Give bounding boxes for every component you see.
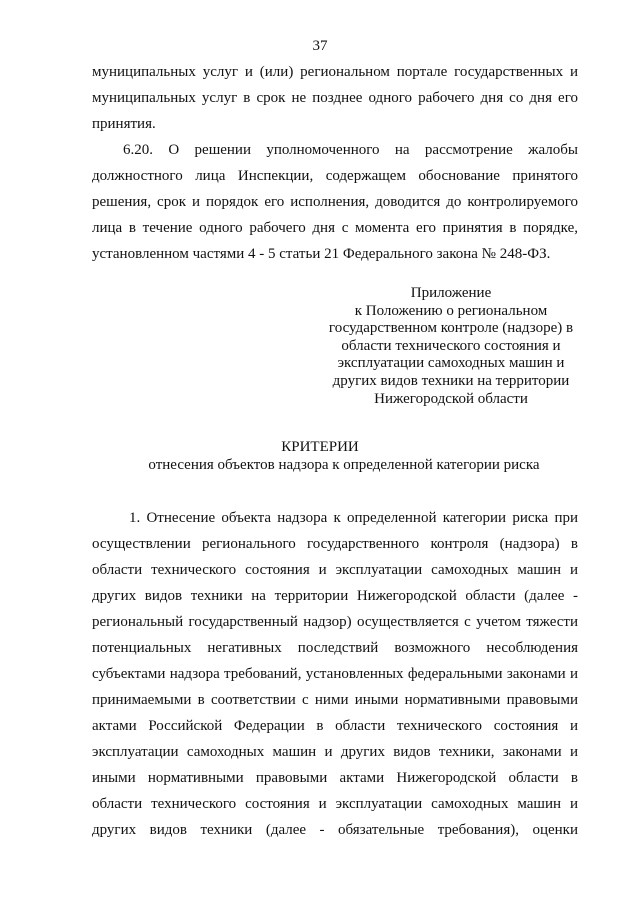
text-line: должностного лица Инспекции, содержащем обоснование принятого bbox=[92, 168, 578, 184]
text-line: эксплуатации самоходных машин и других видов техники, законами и bbox=[92, 744, 578, 760]
text-line: муниципальных услуг в срок не позднее одного рабочего дня со дня его bbox=[92, 90, 578, 106]
text-line: 1. Отнесение объекта надзора к определенной категории риска при bbox=[129, 510, 578, 526]
appendix-line: государственном контроле (надзоре) в bbox=[328, 320, 574, 337]
criteria-title: КРИТЕРИИ bbox=[281, 439, 359, 455]
text-line: региональный государственный надзор) осуществляется с учетом тяжести bbox=[92, 614, 578, 630]
text-line: лица в течение одного рабочего дня с момента его принятия в порядке, bbox=[92, 220, 578, 236]
text-line: решения, срок и порядок его исполнения, доводится до контролируемого bbox=[92, 194, 578, 210]
text-line: субъектами надзора требований, установленных федеральными законами и bbox=[92, 666, 578, 682]
page-number: 37 bbox=[312, 38, 328, 54]
text-line: установленном частями 4 - 5 статьи 21 Федерального закона № 248-ФЗ. bbox=[92, 246, 551, 262]
text-line: муниципальных услуг и (или) региональном портале государственных и bbox=[92, 64, 578, 80]
text-line: области технического состояния и эксплуатации самоходных машин и bbox=[92, 796, 578, 812]
appendix-line: других видов техники на территории bbox=[332, 372, 570, 389]
text-line: 6.20. О решении уполномоченного на рассмотрение жалобы bbox=[123, 142, 578, 158]
text-line: принятия. bbox=[92, 116, 156, 132]
text-line: потенциальных негативных последствий возможного несоблюдения bbox=[92, 640, 578, 656]
text-line: принимаемыми в соответствии с ними иными нормативными правовыми bbox=[92, 692, 578, 708]
text-line: осуществлении регионального государственного контроля (надзора) в bbox=[92, 536, 578, 552]
text-line: иными нормативными правовыми актами Нижегородской области в bbox=[92, 770, 578, 786]
appendix-line: эксплуатации самоходных машин и bbox=[337, 355, 565, 372]
appendix-line: Приложение bbox=[410, 285, 492, 301]
text-line: других видов техники (далее - обязательные требования), оценки bbox=[92, 822, 578, 838]
appendix-line: к Положению о региональном bbox=[354, 302, 548, 319]
text-line: других видов техники на территории Нижегородской области (далее - bbox=[92, 588, 578, 604]
appendix-line: области технического состояния и bbox=[341, 337, 561, 354]
appendix-line: Нижегородской области bbox=[374, 390, 528, 407]
appendix-block bbox=[318, 285, 584, 408]
text-line: актами Российской Федерации в области технического состояния и bbox=[92, 718, 578, 734]
text-line: области технического состояния и эксплуатации самоходных машин и bbox=[92, 562, 578, 578]
criteria-subtitle: отнесения объектов надзора к определенной категории риска bbox=[148, 457, 540, 473]
